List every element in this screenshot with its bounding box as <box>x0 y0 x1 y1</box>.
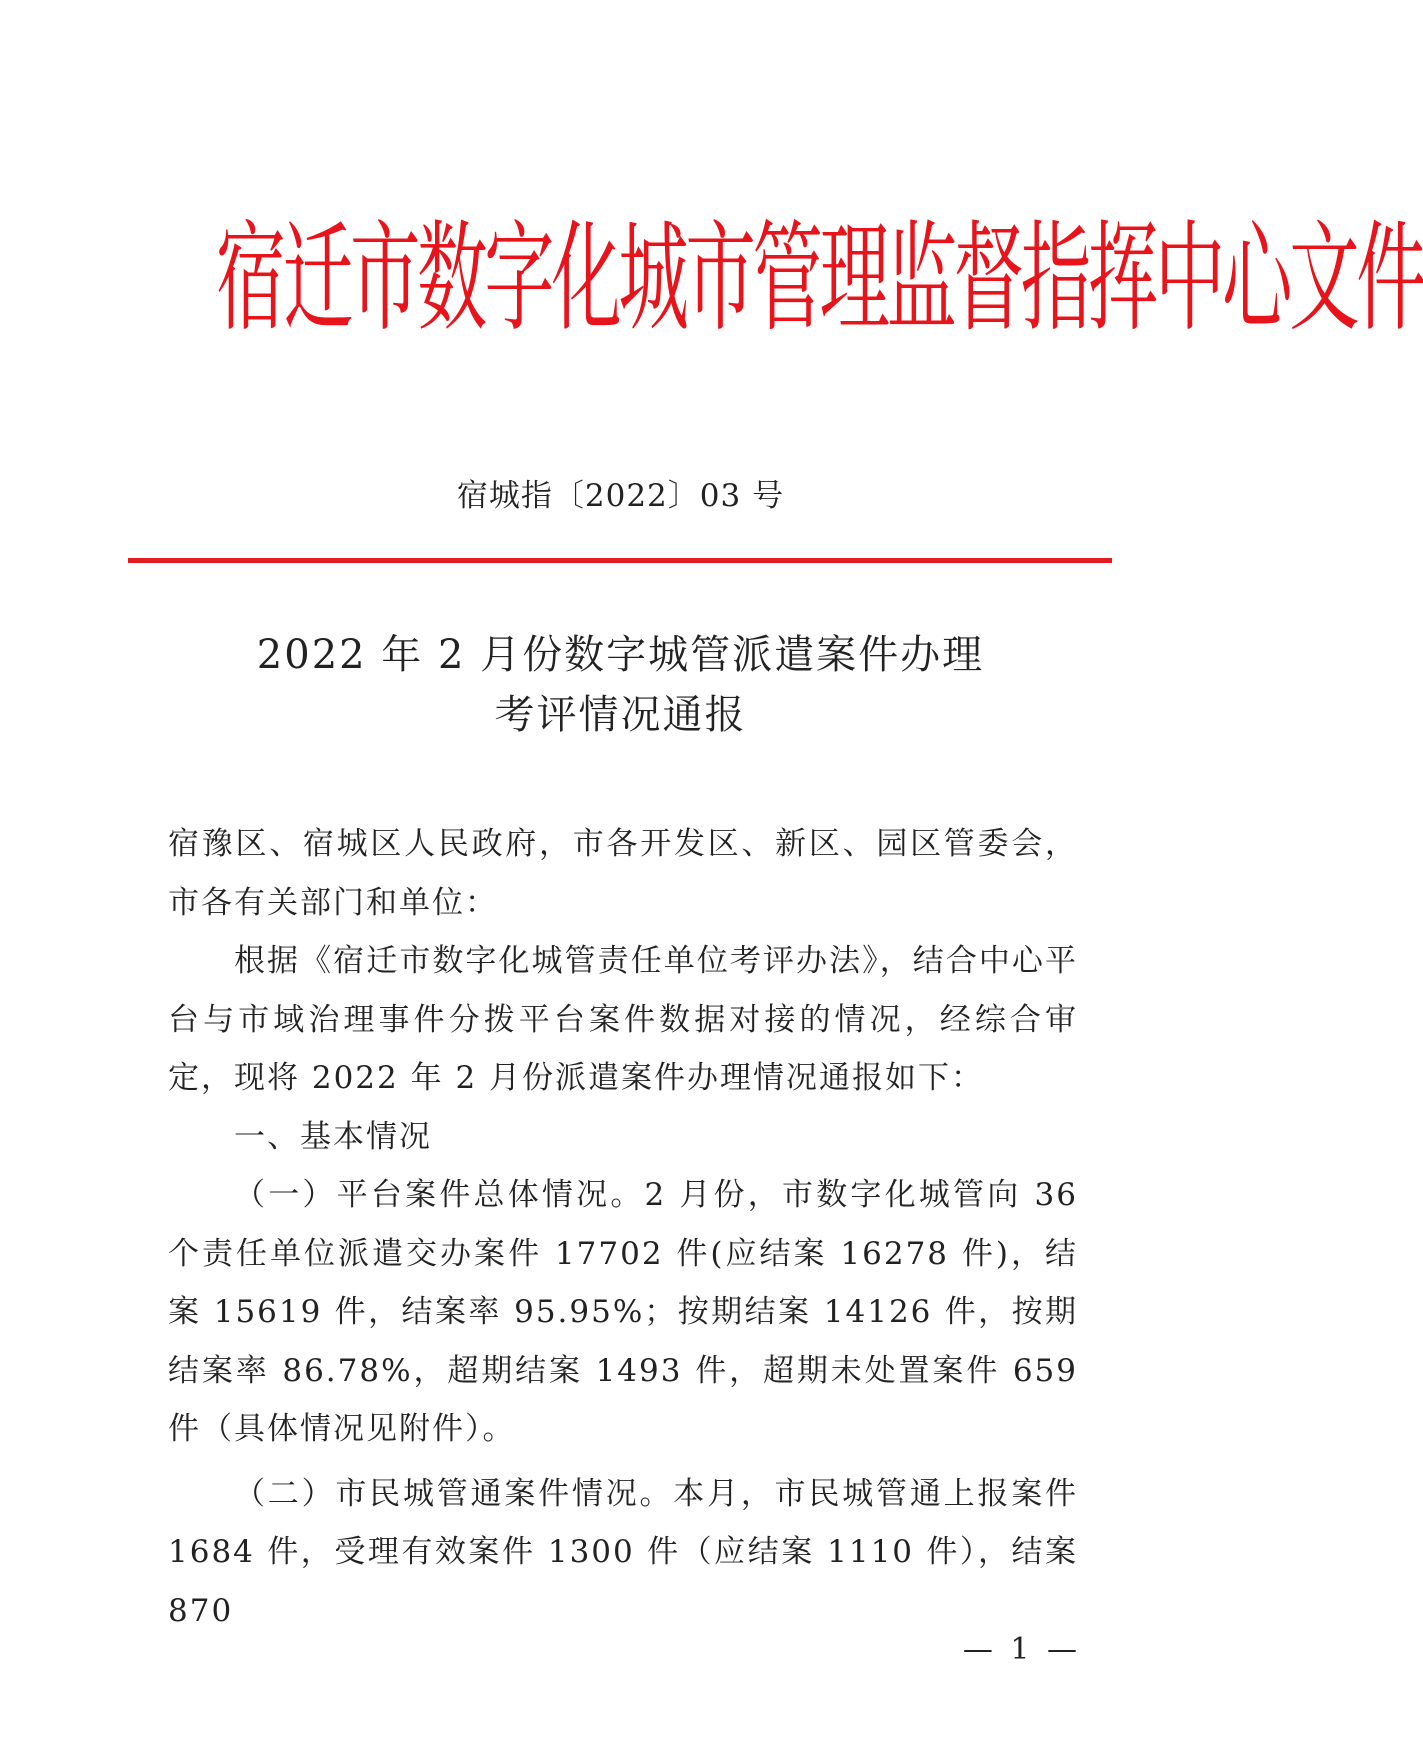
platform-cases-paragraph: （一）平台案件总体情况。2 月份，市数字化城管向 36 个责任单位派遣交办案件 17702 件(应结案 16278 件)，结案 15619 件，结案率 95.95%；按期结案 14126 件，按期结案率 86.78%，超期结案 1493 件，超期未处置案件 659 件（具体情况见附件）。 <box>168 1177 1078 1447</box>
issuing-authority-header: 宿迁市数字化城市管理监督指挥中心文件 <box>215 210 1423 349</box>
section-heading-basic: 一、基本情况 <box>234 1118 432 1155</box>
document-body <box>168 815 1078 1640</box>
document-title <box>0 625 1241 745</box>
document-number: 宿城指〔2022〕03 号 <box>456 478 785 514</box>
document-title-line-2: 考评情况通报 <box>494 692 747 738</box>
citizen-app-cases-paragraph: （二）市民城管通案件情况。本月，市民城管通上报案件 1684 件，受理有效案件 1300 件（应结案 1110 件），结案 870 <box>168 1475 1078 1629</box>
salutation: 宿豫区、宿城区人民政府，市各开发区、新区、园区管委会，市各有关部门和单位： <box>168 826 1078 921</box>
document-title-line-1: 2022 年 2 月份数字城管派遣案件办理 <box>256 632 985 678</box>
red-divider-line <box>128 558 1112 563</box>
page-number: — 1 — <box>962 1632 1081 1667</box>
intro-paragraph: 根据《宿迁市数字化城管责任单位考评办法》，结合中心平台与市域治理事件分拨平台案件数据对接的情况，经综合审定，现将 2022 年 2 月份派遣案件办理情况通报如下： <box>168 943 1078 1096</box>
